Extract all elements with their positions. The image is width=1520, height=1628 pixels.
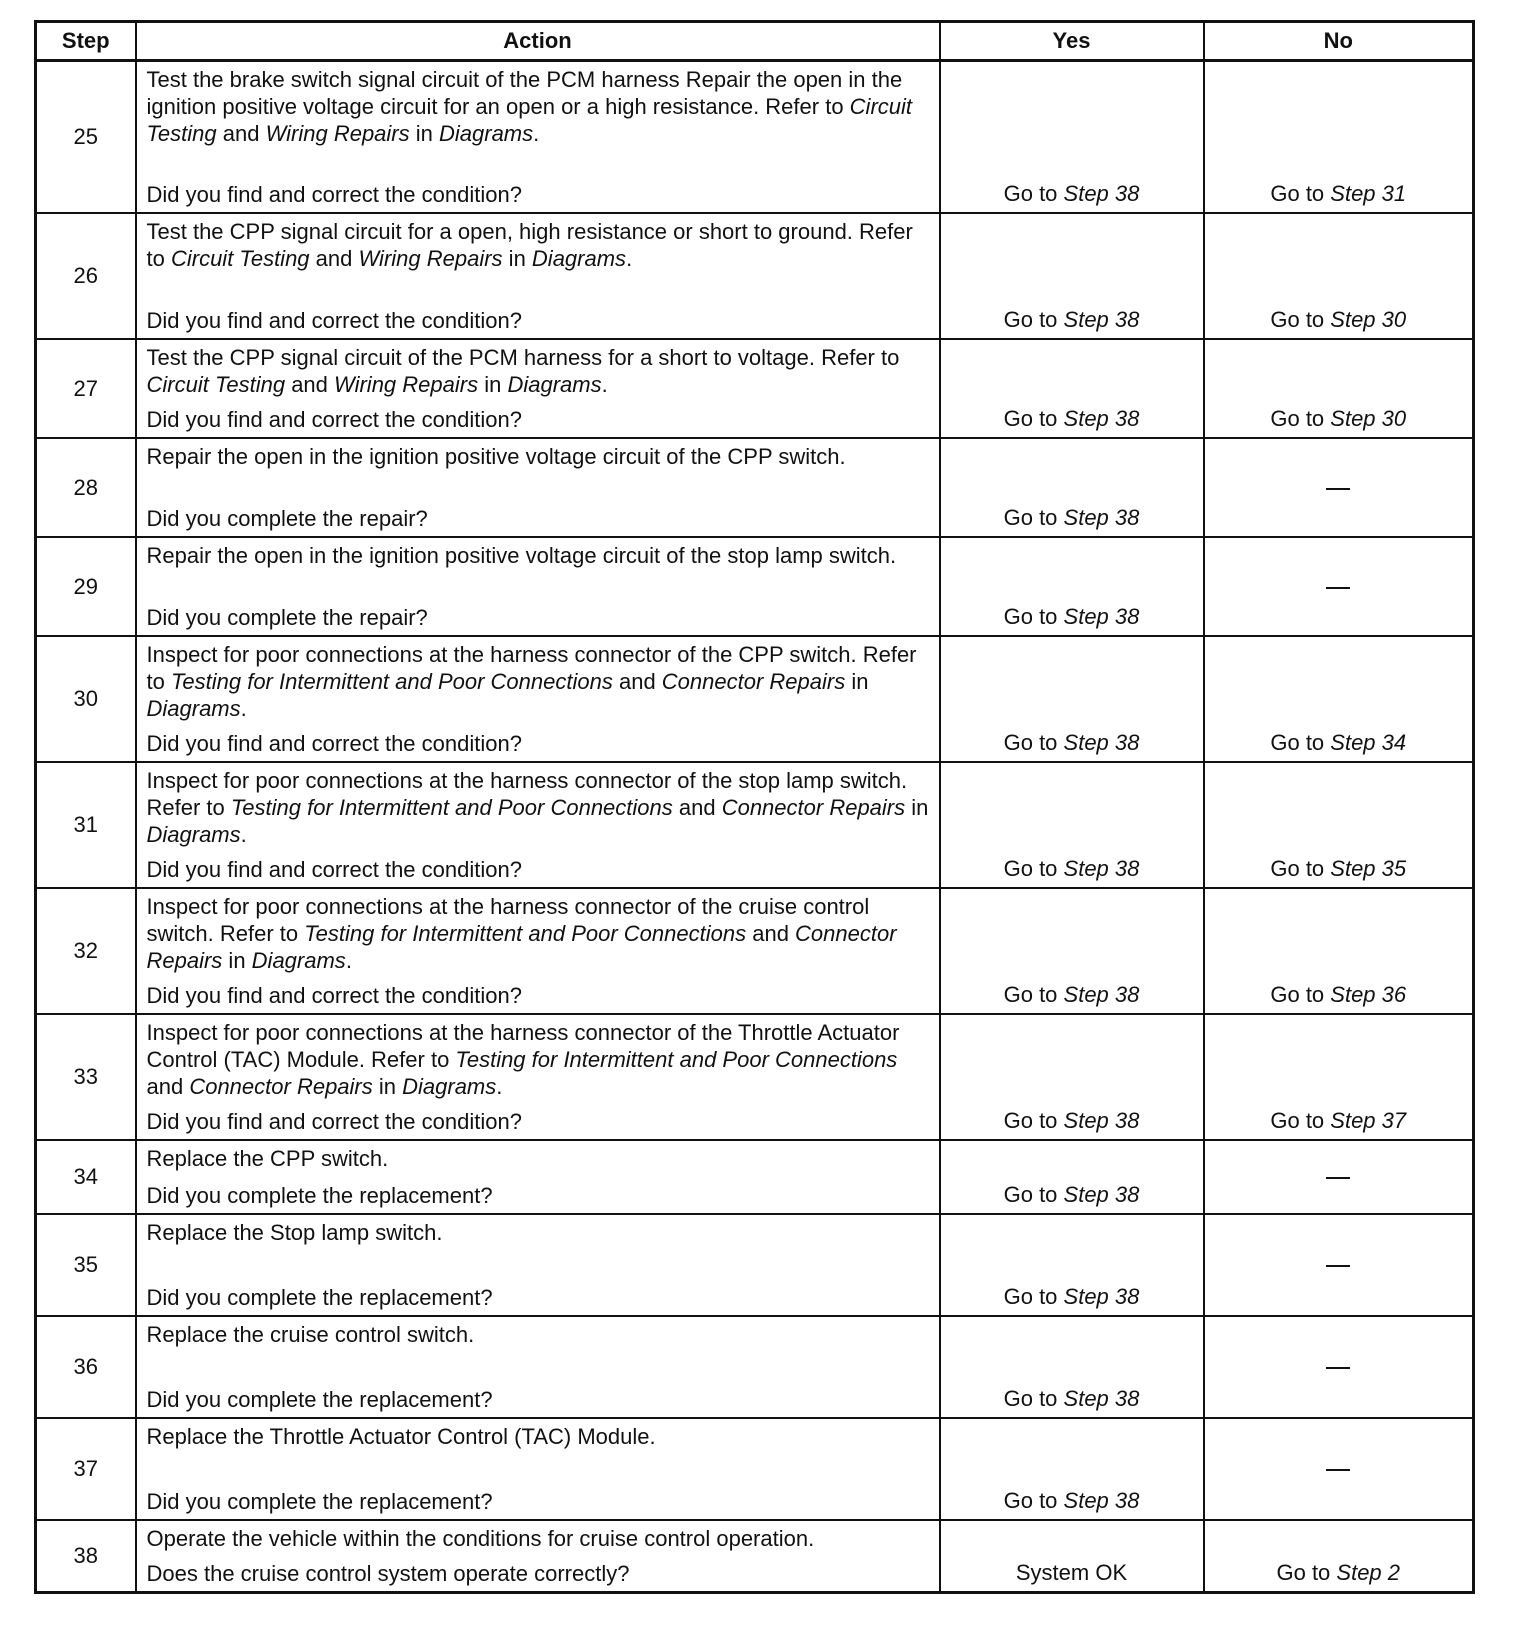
action-question: Did you find and correct the condition? [146, 1109, 522, 1134]
step-number: 31 [36, 762, 136, 888]
step-number: 29 [36, 537, 136, 636]
action-question: Did you complete the replacement? [146, 1489, 493, 1514]
no-cell [1204, 888, 1474, 1014]
reference-text: Diagrams [402, 1074, 497, 1099]
no-step-link: Step 30 [1330, 406, 1407, 431]
yes-prefix: Go to [1003, 1182, 1064, 1207]
no-step-link: Step 36 [1330, 982, 1407, 1007]
table-row [36, 888, 1474, 1014]
reference-text: Connector Repairs [721, 795, 906, 820]
yes-cell [940, 1014, 1204, 1140]
yes-cell [940, 213, 1204, 339]
no-cell [1204, 1316, 1474, 1418]
description-text: Replace the cruise control switch. [146, 1322, 475, 1347]
no-prefix: Go to [1270, 181, 1331, 206]
reference-text: Connector Repairs [146, 921, 897, 973]
description-text: in [478, 372, 508, 397]
action-cell [136, 762, 940, 888]
description-text: . [496, 1074, 503, 1099]
table-body [36, 61, 1474, 1593]
yes-prefix: Go to [1003, 730, 1064, 755]
header-action: Action [136, 22, 940, 61]
description-text: in [409, 121, 439, 146]
table-row [36, 636, 1474, 762]
yes-step-link: Step 38 [1063, 856, 1140, 881]
no-cell [1204, 1418, 1474, 1520]
action-description [147, 1019, 929, 1100]
yes-cell [940, 1520, 1204, 1593]
description-text: in [905, 795, 929, 820]
table-row [36, 1418, 1474, 1520]
reference-text: Testing for Intermittent and Poor Connections [170, 669, 613, 694]
step-number: 37 [36, 1418, 136, 1520]
not-applicable-dash [1326, 587, 1350, 589]
yes-step-link: Step 38 [1063, 307, 1140, 332]
description-text: Replace the CPP switch. [146, 1146, 389, 1171]
no-cell [1204, 1520, 1474, 1593]
action-question: Did you find and correct the condition? [146, 857, 522, 882]
reference-text: Circuit Testing [146, 94, 913, 146]
yes-cell [940, 636, 1204, 762]
table-row [36, 1140, 1474, 1214]
table-row [36, 1520, 1474, 1593]
yes-prefix: Go to [1003, 1488, 1064, 1513]
yes-step-link: Step 38 [1063, 730, 1140, 755]
yes-prefix: Go to [1003, 1386, 1064, 1411]
action-cell [136, 1316, 940, 1418]
description-text: Inspect for poor connections at the harness connector of the CPP switch. Refer to [146, 642, 917, 694]
yes-prefix: Go to [1003, 505, 1064, 530]
step-number: 36 [36, 1316, 136, 1418]
table-row [36, 213, 1474, 339]
reference-text: Circuit Testing [146, 372, 286, 397]
yes-prefix: Go to [1003, 1284, 1064, 1309]
not-applicable-dash [1326, 1469, 1350, 1471]
action-description [147, 218, 929, 272]
description-text: Replace the Throttle Actuator Control (TAC) Module. [146, 1424, 656, 1449]
yes-cell [940, 888, 1204, 1014]
yes-step-link: Step 38 [1063, 1108, 1140, 1133]
action-question: Did you complete the repair? [146, 605, 428, 630]
description-text: . [533, 121, 540, 146]
no-prefix: Go to [1270, 307, 1331, 332]
description-text: Inspect for poor connections at the harness connector of the cruise control switch. Refer to [146, 894, 870, 946]
description-text: and [146, 1074, 190, 1099]
action-description [147, 893, 929, 974]
no-prefix: Go to [1270, 856, 1331, 881]
yes-step-link: Step 38 [1063, 982, 1140, 1007]
no-prefix: Go to [1270, 982, 1331, 1007]
page [34, 20, 1472, 1594]
description-text: in [502, 246, 532, 271]
reference-text: Diagrams [146, 696, 241, 721]
description-text: in [845, 669, 869, 694]
table-row [36, 1214, 1474, 1316]
action-description [147, 1145, 929, 1172]
yes-step-link: Step 38 [1063, 604, 1140, 629]
header-yes: Yes [940, 22, 1204, 61]
action-question: Did you complete the replacement? [146, 1387, 493, 1412]
description-text: Operate the vehicle within the conditions for cruise control operation. [146, 1526, 815, 1551]
action-question: Did you find and correct the condition? [146, 182, 522, 207]
action-question: Did you complete the repair? [146, 506, 428, 531]
yes-step-link: Step 38 [1063, 505, 1140, 530]
action-description [147, 1525, 929, 1552]
table-row [36, 438, 1474, 537]
step-number: 33 [36, 1014, 136, 1140]
table-row [36, 1316, 1474, 1418]
description-text: Repair the open in the ignition positive voltage circuit of the stop lamp switch. [146, 543, 897, 568]
no-step-link: Step 30 [1330, 307, 1407, 332]
not-applicable-dash [1326, 1367, 1350, 1369]
no-prefix: Go to [1276, 1560, 1337, 1585]
description-text: Replace the Stop lamp switch. [146, 1220, 443, 1245]
description-text: in [372, 1074, 403, 1099]
diagnostic-table [34, 20, 1475, 1594]
description-text: and [309, 246, 359, 271]
action-cell [136, 1214, 940, 1316]
action-description [147, 641, 929, 722]
description-text: Test the CPP signal circuit for a open, high resistance or short to ground. Refer to [146, 219, 913, 271]
description-text: Repair the open in the ignition positive voltage circuit of the CPP switch. [146, 444, 846, 469]
action-cell [136, 438, 940, 537]
action-description [147, 1321, 929, 1348]
reference-text: Diagrams [146, 822, 241, 847]
action-description [147, 344, 929, 398]
description-text: Test the CPP signal circuit of the PCM harness for a short to voltage. Refer to [146, 345, 900, 370]
no-cell [1204, 339, 1474, 438]
no-cell [1204, 636, 1474, 762]
reference-text: Connector Repairs [189, 1074, 373, 1099]
yes-step-link: Step 38 [1063, 1386, 1140, 1411]
yes-prefix: Go to [1003, 604, 1064, 629]
no-cell [1204, 762, 1474, 888]
action-cell [136, 537, 940, 636]
yes-cell [940, 61, 1204, 214]
action-cell [136, 1140, 940, 1214]
action-question: Did you complete the replacement? [146, 1285, 493, 1310]
yes-step-link: Step 38 [1063, 1182, 1140, 1207]
not-applicable-dash [1326, 488, 1350, 490]
reference-text: Diagrams [439, 121, 534, 146]
description-text: . [345, 948, 352, 973]
action-cell [136, 636, 940, 762]
action-cell [136, 61, 940, 214]
reference-text: Testing for Intermittent and Poor Connections [304, 921, 747, 946]
no-step-link: Step 35 [1330, 856, 1407, 881]
step-number: 25 [36, 61, 136, 214]
no-prefix: Go to [1270, 406, 1331, 431]
yes-cell [940, 1316, 1204, 1418]
description-text: and [746, 921, 796, 946]
action-question: Did you find and correct the condition? [146, 407, 522, 432]
action-question: Did you find and correct the condition? [146, 308, 522, 333]
yes-step-link: Step 38 [1063, 181, 1140, 206]
action-cell [136, 1014, 940, 1140]
reference-text: Wiring Repairs [265, 121, 410, 146]
yes-prefix: Go to [1003, 856, 1064, 881]
action-question: Does the cruise control system operate correctly? [146, 1561, 630, 1586]
action-description [147, 66, 929, 147]
action-question: Did you find and correct the condition? [146, 983, 522, 1008]
reference-text: Testing for Intermittent and Poor Connections [230, 795, 673, 820]
action-description [147, 443, 929, 470]
header-row [36, 22, 1474, 61]
description-text: Inspect for poor connections at the harness connector of the Throttle Actuator Control (TAC) Module. Refer to [146, 1020, 900, 1072]
yes-prefix: System OK [1015, 1560, 1128, 1585]
step-number: 34 [36, 1140, 136, 1214]
no-cell [1204, 1140, 1474, 1214]
table-row [36, 762, 1474, 888]
no-cell [1204, 61, 1474, 214]
description-text: and [672, 795, 722, 820]
action-description [147, 542, 929, 569]
description-text: . [240, 822, 247, 847]
reference-text: Circuit Testing [170, 246, 310, 271]
description-text: . [240, 696, 247, 721]
no-cell [1204, 213, 1474, 339]
reference-text: Wiring Repairs [358, 246, 503, 271]
yes-cell [940, 537, 1204, 636]
no-cell [1204, 1214, 1474, 1316]
yes-cell [940, 339, 1204, 438]
no-step-link: Step 34 [1330, 730, 1407, 755]
action-question: Did you complete the replacement? [146, 1183, 493, 1208]
step-number: 30 [36, 636, 136, 762]
yes-step-link: Step 38 [1063, 406, 1140, 431]
step-number: 38 [36, 1520, 136, 1593]
no-step-link: Step 2 [1336, 1560, 1401, 1585]
yes-cell [940, 1214, 1204, 1316]
reference-text: Diagrams [507, 372, 602, 397]
table-row [36, 1014, 1474, 1140]
description-text: Inspect for poor connections at the harness connector of the stop lamp switch. Refer to [146, 768, 908, 820]
description-text: in [222, 948, 252, 973]
step-number: 28 [36, 438, 136, 537]
table-row [36, 61, 1474, 214]
description-text: and [216, 121, 266, 146]
no-cell [1204, 1014, 1474, 1140]
action-description [147, 1423, 929, 1450]
step-number: 26 [36, 213, 136, 339]
no-prefix: Go to [1270, 730, 1331, 755]
step-number: 32 [36, 888, 136, 1014]
yes-cell [940, 438, 1204, 537]
yes-prefix: Go to [1003, 406, 1064, 431]
action-cell [136, 1520, 940, 1593]
reference-text: Diagrams [251, 948, 346, 973]
reference-text: Wiring Repairs [334, 372, 479, 397]
step-number: 35 [36, 1214, 136, 1316]
table-row [36, 339, 1474, 438]
action-cell [136, 1418, 940, 1520]
not-applicable-dash [1326, 1265, 1350, 1267]
yes-cell [940, 1140, 1204, 1214]
table-row [36, 537, 1474, 636]
reference-text: Testing for Intermittent and Poor Connections [455, 1047, 898, 1072]
no-prefix: Go to [1270, 1108, 1331, 1133]
action-cell [136, 339, 940, 438]
description-text: Test the brake switch signal circuit of the PCM harness Repair the open in the ignition positive voltage circuit for an open or a high resistance. Refer to [146, 67, 903, 119]
yes-prefix: Go to [1003, 181, 1064, 206]
yes-prefix: Go to [1003, 1108, 1064, 1133]
description-text: and [612, 669, 662, 694]
yes-step-link: Step 38 [1063, 1488, 1140, 1513]
yes-cell [940, 762, 1204, 888]
header-no: No [1204, 22, 1474, 61]
action-cell [136, 213, 940, 339]
action-cell [136, 888, 940, 1014]
description-text: . [626, 246, 633, 271]
yes-prefix: Go to [1003, 307, 1064, 332]
step-number: 27 [36, 339, 136, 438]
description-text: and [285, 372, 335, 397]
header-step: Step [36, 22, 136, 61]
yes-prefix: Go to [1003, 982, 1064, 1007]
no-step-link: Step 37 [1330, 1108, 1407, 1133]
yes-cell [940, 1418, 1204, 1520]
reference-text: Connector Repairs [661, 669, 846, 694]
reference-text: Diagrams [531, 246, 627, 271]
action-description [147, 1219, 929, 1246]
no-cell [1204, 537, 1474, 636]
action-question: Did you find and correct the condition? [146, 731, 522, 756]
description-text: . [601, 372, 608, 397]
yes-step-link: Step 38 [1063, 1284, 1140, 1309]
no-step-link: Step 31 [1330, 181, 1407, 206]
no-cell [1204, 438, 1474, 537]
not-applicable-dash [1326, 1177, 1350, 1179]
action-description [147, 767, 929, 848]
